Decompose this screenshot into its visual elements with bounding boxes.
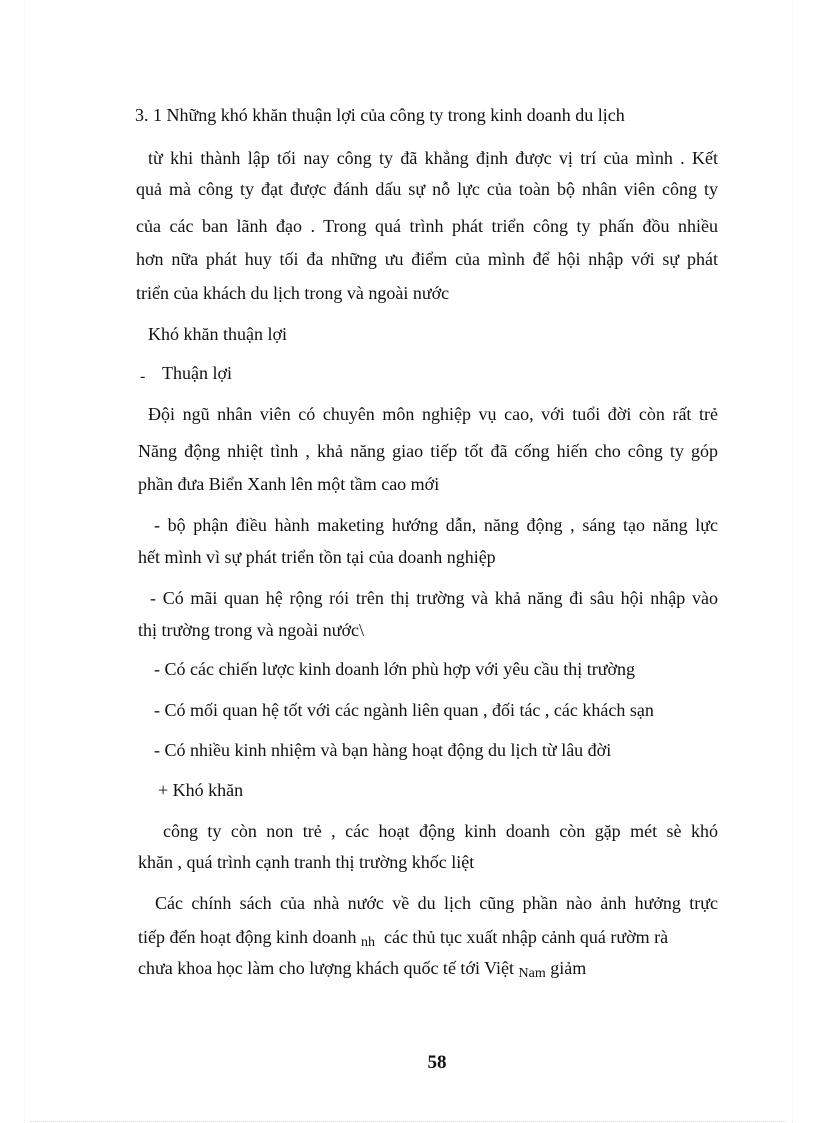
policy-line-3 — [138, 957, 586, 982]
advantages-heading: Thuận lợi — [162, 363, 233, 383]
young-company-line-2: khăn , quá trình cạnh tranh thị trường khốc liệt — [138, 852, 475, 872]
experience-line: - Có nhiều kinh nhiệm và bạn hàng hoạt động du lịch từ lâu đời — [154, 740, 612, 760]
staff-line-3: phần đưa Biển Xanh lên một tầm cao mới — [138, 474, 440, 494]
page-bottom-rule — [30, 1121, 786, 1122]
staff-line-2: Năng động nhiệt tình , khả năng giao tiếp tốt đã cống hiến cho công ty góp — [138, 441, 718, 461]
intro-line-4: hơn nữa phát huy tối đa những ưu điểm của mình để hội nhập với sự phát — [136, 249, 718, 269]
page-edge-rule-right — [792, 0, 793, 1123]
relations-line-2: thị trường trong và ngoài nước\ — [138, 620, 365, 640]
policy-line-2 — [138, 926, 668, 951]
subheading-difficulties-advantages: Khó khăn thuận lợi — [148, 324, 287, 344]
difficulties-heading: + Khó khăn — [158, 780, 244, 800]
policy-line-2-end: các thủ tục xuất nhập cảnh quá rườm rà — [383, 927, 669, 947]
page-number: 58 — [427, 1052, 447, 1073]
partners-line: - Có mối quan hệ tốt với các ngành liên quan , đối tác , các khách sạn — [154, 700, 654, 720]
staff-line-1: Đội ngũ nhân viên có chuyên môn nghiệp vụ cao, với tuổi đời còn rất trẻ — [148, 404, 718, 424]
marketing-line-1: - bộ phận điều hành maketing hướng dẫn, năng động , sáng tạo năng lực — [154, 515, 718, 535]
policy-line-3-start: chưa khoa học làm cho lượng khách quốc tế tới Việt — [138, 958, 515, 978]
intro-line-5: triển của khách du lịch trong và ngoài nước — [136, 283, 450, 303]
policy-line-1: Các chính sách của nhà nước về du lịch cũng phần nào ảnh hưởng trực — [155, 893, 718, 913]
strategy-line: - Có các chiến lược kinh doanh lớn phù hợp với yêu cầu thị trường — [154, 659, 635, 679]
advantages-heading-row — [140, 362, 232, 384]
marketing-line-2: hết mình vì sự phát triển tồn tại của doanh nghiệp — [138, 547, 496, 567]
policy-line-2-start: tiếp đến hoạt động kinh doanh — [138, 927, 357, 947]
policy-line-2-small: nh — [360, 935, 375, 950]
intro-line-2: quả mà công ty đạt được đánh dấu sự nỗ lực của toàn bộ nhân viên công ty — [136, 179, 718, 199]
intro-line-1: từ khi thành lập tối nay công ty đã khẳng định được vị trí của mình . Kết — [148, 148, 718, 168]
intro-line-3: của các ban lãnh đạo . Trong quá trình phát triển công ty phấn đồu nhiều — [136, 216, 718, 236]
advantages-bullet: - — [140, 368, 146, 385]
section-heading: 3. 1 Những khó khăn thuận lợi của công ty trong kinh doanh du lịch — [135, 105, 625, 125]
policy-line-3-small: Nam — [518, 966, 546, 981]
relations-line-1: - Có mãi quan hệ rộng rói trên thị trường và khả năng đi sâu hội nhập vào — [150, 588, 718, 608]
page-edge-rule-left — [24, 0, 25, 1123]
young-company-line-1: công ty còn non trẻ , các hoạt động kinh doanh còn gặp mét sè khó — [163, 821, 718, 841]
policy-line-3-end: giảm — [550, 958, 587, 978]
